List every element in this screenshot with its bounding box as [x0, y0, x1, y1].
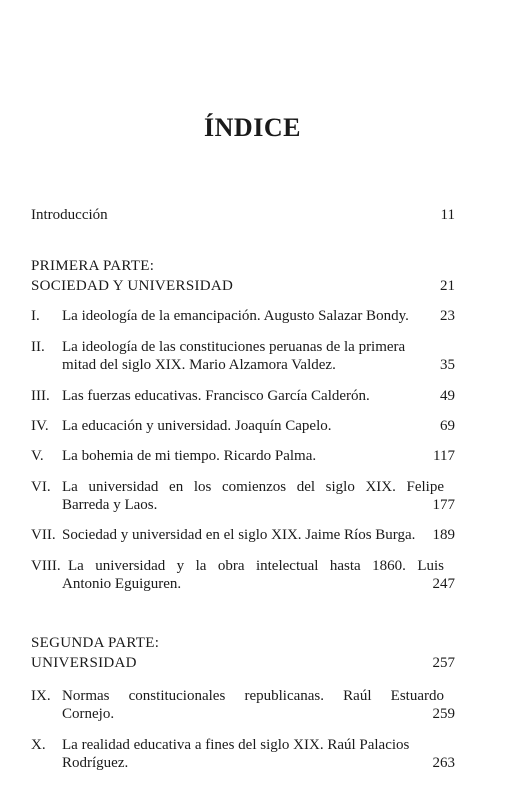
- part-1-page: 21: [440, 278, 455, 294]
- toc-entry-page: 49: [440, 388, 455, 404]
- toc-entry-number: IX.: [31, 688, 51, 704]
- toc-entry-number: VIII.: [31, 558, 61, 574]
- toc-entry-title: La universidad y la obra intelectual hasta 1860. Luis: [68, 558, 444, 574]
- toc-entry-number: II.: [31, 339, 45, 355]
- toc-entry-title: La bohemia de mi tiempo. Ricardo Palma.: [62, 448, 317, 464]
- toc-entry-page: 177: [432, 497, 455, 513]
- part-1-subheading: SOCIEDAD Y UNIVERSIDAD: [31, 278, 234, 294]
- toc-entry-number: I.: [31, 308, 40, 324]
- toc-entry-page: 259: [432, 706, 455, 722]
- toc-entry-title-cont: Antonio Eguiguren.: [62, 576, 182, 592]
- part-2-page: 257: [432, 655, 455, 671]
- toc-entry-page: 35: [440, 357, 455, 373]
- toc-entry-title-cont: Rodríguez.: [62, 755, 129, 771]
- toc-entry-title: La universidad en los comienzos del siglo XIX. Felipe: [62, 479, 444, 495]
- toc-entry-number: V.: [31, 448, 44, 464]
- toc-entry-page: 117: [433, 448, 455, 464]
- toc-entry-number: III.: [31, 388, 50, 404]
- toc-entry-number: IV.: [31, 418, 49, 434]
- part-1-heading: PRIMERA PARTE:: [31, 258, 155, 274]
- toc-entry-title-cont: Cornejo.: [62, 706, 115, 722]
- toc-entry-number: VII.: [31, 527, 56, 543]
- toc-entry-title-cont: mitad del siglo XIX. Mario Alzamora Valdez.: [62, 357, 336, 373]
- toc-entry-title-cont: Barreda y Laos.: [62, 497, 158, 513]
- toc-intro-page: 11: [440, 207, 455, 223]
- toc-entry-page: 69: [440, 418, 455, 434]
- toc-entry-page: 263: [432, 755, 455, 771]
- toc-entry-title: La ideología de las constituciones peruanas de la primera: [62, 339, 406, 355]
- toc-entry-number: VI.: [31, 479, 51, 495]
- toc-entry-page: 247: [432, 576, 455, 592]
- toc-entry-title: La ideología de la emancipación. Augusto Salazar Bondy.: [62, 308, 409, 324]
- toc-entry-title: Normas constitucionales republicanas. Raúl Estuardo: [62, 688, 444, 704]
- part-2-subheading: UNIVERSIDAD: [31, 655, 137, 671]
- toc-entry-page: 189: [432, 527, 455, 543]
- toc-entry-number: X.: [31, 737, 46, 753]
- page-title: ÍNDICE: [204, 113, 301, 142]
- toc-intro-label: Introducción: [31, 207, 108, 223]
- toc-entry-title: Sociedad y universidad en el siglo XIX. Jaime Ríos Burga.: [62, 527, 416, 543]
- part-2-heading: SEGUNDA PARTE:: [31, 635, 160, 651]
- toc-entry-title: La educación y universidad. Joaquín Capelo.: [62, 418, 332, 434]
- toc-entry-title: La realidad educativa a fines del siglo XIX. Raúl Palacios: [62, 737, 410, 753]
- toc-entry-page: 23: [440, 308, 455, 324]
- toc-entry-title: Las fuerzas educativas. Francisco García Calderón.: [62, 388, 370, 404]
